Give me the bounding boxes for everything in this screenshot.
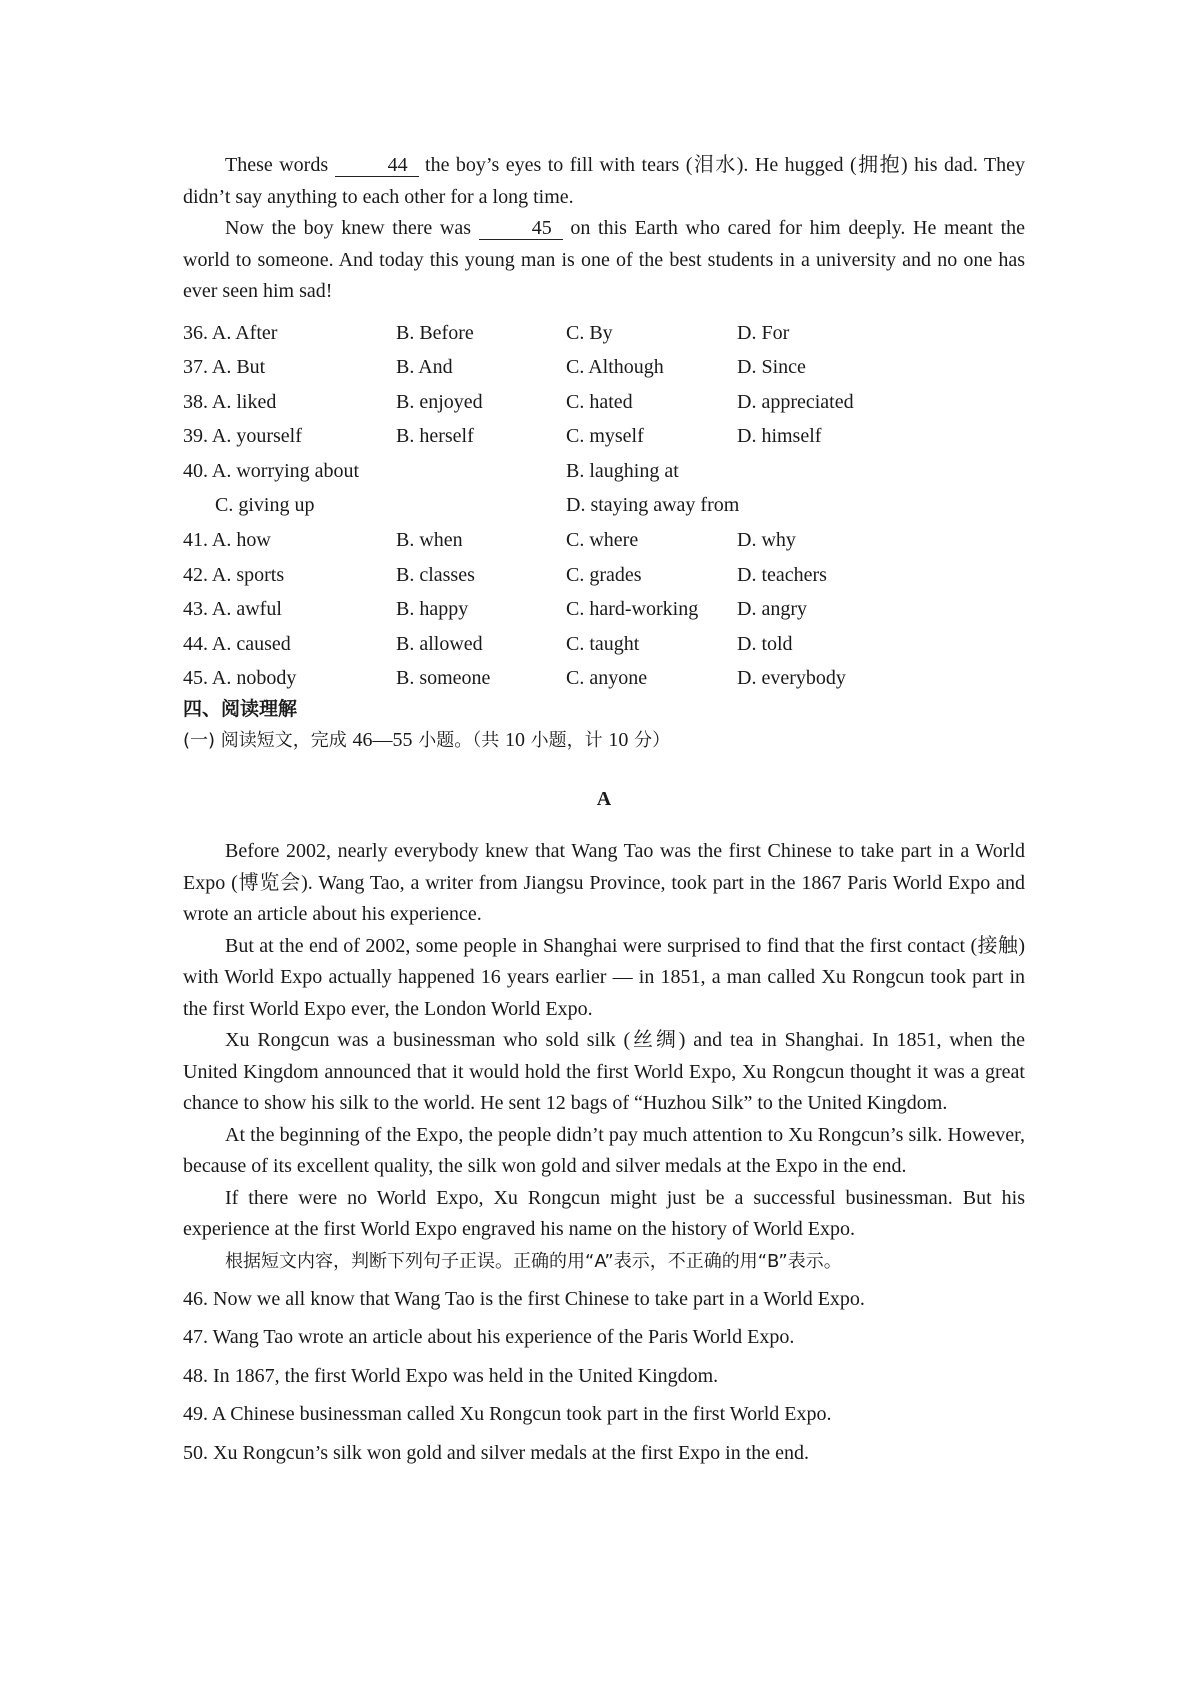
text-run: the boy’s eyes to fill with tears (泪水). He hugged (拥抱) his dad. They didn’t say anything to each other for a long time.	[183, 154, 1026, 208]
section-subtitle	[183, 724, 1025, 756]
option-b: B. when	[396, 529, 463, 552]
option-d: D. Since	[737, 356, 806, 379]
question-item: 48. In 1867, the first World Expo was held in the United Kingdom.	[183, 1364, 719, 1387]
option-c: C. hated	[566, 390, 633, 413]
option-a: 37. A. But	[183, 356, 266, 379]
passage-paragraph: If there were no World Expo, Xu Rongcun might just be a successful businessman. But his experience at the first World Expo engraved his name on the history of World Expo.	[183, 1186, 1025, 1241]
option-row	[183, 350, 1025, 385]
option-row	[183, 592, 1025, 627]
option-c: C. anyone	[566, 667, 648, 690]
option-d: D. told	[737, 632, 793, 655]
option-b: B. enjoyed	[396, 390, 483, 413]
passage-paragraph: But at the end of 2002, some people in Shanghai were surprised to find that the first contact (接触) with World Expo actually happened 16 years earlier — in 1851, a man called Xu Rongcun took part in the first World Expo ever, the London World Expo.	[183, 934, 1025, 1020]
option-c: C. giving up	[215, 494, 315, 517]
option-c: C. grades	[566, 563, 642, 586]
option-c: C. Although	[566, 356, 664, 379]
option-a: 38. A. liked	[183, 390, 277, 413]
question-item: 46. Now we all know that Wang Tao is the first Chinese to take part in a World Expo.	[183, 1287, 865, 1310]
passage-paragraph: Xu Rongcun was a businessman who sold silk (丝绸) and tea in Shanghai. In 1851, when the United Kingdom announced that it would hold the first World Expo, Xu Rongcun thought it was a great chance to show his silk to the world. He sent 12 bags of “Huzhou Silk” to the United Kingdom.	[183, 1029, 1025, 1115]
option-d: D. why	[737, 529, 796, 552]
passage-paragraph: At the beginning of the Expo, the people didn’t pay much attention to Xu Rongcun’s silk. However, because of its excellent quality, the silk won gold and silver medals at the Expo in the end.	[183, 1123, 1025, 1178]
option-row	[183, 454, 1025, 489]
option-d: D. angry	[737, 598, 807, 621]
option-d: D. staying away from	[566, 494, 740, 517]
option-row	[183, 627, 1025, 662]
text-run: 分）	[628, 730, 671, 752]
question-item: 50. Xu Rongcun’s silk won gold and silver medals at the first Expo in the end.	[183, 1441, 810, 1464]
text-run: 10	[504, 729, 525, 752]
option-b: B. And	[396, 356, 453, 379]
exam-page	[183, 150, 1025, 1472]
cloze-paragraph-45	[183, 213, 1025, 308]
option-row	[183, 523, 1025, 558]
option-row	[183, 661, 1025, 696]
option-c: C. myself	[566, 425, 644, 448]
option-b: B. classes	[396, 563, 475, 586]
option-a: 40. A. worrying about	[183, 459, 360, 482]
text-run: 10	[608, 729, 629, 752]
question-item: 47. Wang Tao wrote an article about his experience of the Paris World Expo.	[183, 1326, 795, 1349]
question-item: 49. A Chinese businessman called Xu Rongcun took part in the first World Expo.	[183, 1403, 832, 1426]
option-a: 39. A. yourself	[183, 425, 302, 448]
option-d: D. For	[737, 321, 790, 344]
option-row	[183, 385, 1025, 420]
option-c: C. where	[566, 529, 639, 552]
option-row	[183, 419, 1025, 454]
option-b: B. herself	[396, 425, 474, 448]
blank-45: 45	[479, 217, 563, 240]
option-row	[183, 488, 1025, 523]
option-d: D. appreciated	[737, 390, 854, 413]
option-row	[183, 316, 1025, 351]
text-run: Now the boy knew there was	[225, 217, 479, 239]
text-run: 小题。（共	[412, 730, 505, 752]
option-b: B. allowed	[396, 632, 483, 655]
cloze-options	[183, 316, 1025, 697]
option-c: C. hard-working	[566, 598, 699, 621]
text-run: 46—55	[352, 729, 413, 752]
text-run: on this Earth who cared for him deeply. He meant the world to someone. And today this young man is one of the best students in a university and no one has ever seen him sad!	[183, 217, 1026, 302]
option-c: C. taught	[566, 632, 640, 655]
option-b: B. laughing at	[566, 459, 679, 482]
option-a: 41. A. how	[183, 529, 271, 552]
question-list	[183, 1280, 1025, 1473]
text-run: (一) 阅读短文，完成	[183, 730, 353, 752]
text-run: These words	[225, 154, 335, 176]
passage-paragraph: Before 2002, nearly everybody knew that Wang Tao was the first Chinese to take part in a World Expo (博览会). Wang Tao, a writer from Jiangsu Province, took part in the 1867 Paris World Expo and wrote an article about his experience.	[183, 840, 1025, 926]
option-a: 42. A. sports	[183, 563, 285, 586]
option-a: 44. A. caused	[183, 632, 291, 655]
option-d: D. everybody	[737, 667, 846, 690]
section-title: 四、阅读理解	[183, 698, 298, 721]
option-b: B. happy	[396, 598, 469, 621]
option-a: 36. A. After	[183, 321, 278, 344]
option-b: B. Before	[396, 321, 474, 344]
option-d: D. himself	[737, 425, 822, 448]
text-run: 小题，计	[524, 730, 609, 752]
option-a: 45. A. nobody	[183, 667, 297, 690]
cloze-paragraph-44	[183, 150, 1025, 213]
option-a: 43. A. awful	[183, 598, 282, 621]
option-d: D. teachers	[737, 563, 827, 586]
option-row	[183, 558, 1025, 593]
instruction: 根据短文内容，判断下列句子正误。正确的用“A”表示，不正确的用“B”表示。	[225, 1250, 842, 1272]
blank-44: 44	[335, 154, 419, 177]
passage-title: A	[596, 788, 612, 811]
option-b: B. someone	[396, 667, 491, 690]
option-c: C. By	[566, 321, 613, 344]
